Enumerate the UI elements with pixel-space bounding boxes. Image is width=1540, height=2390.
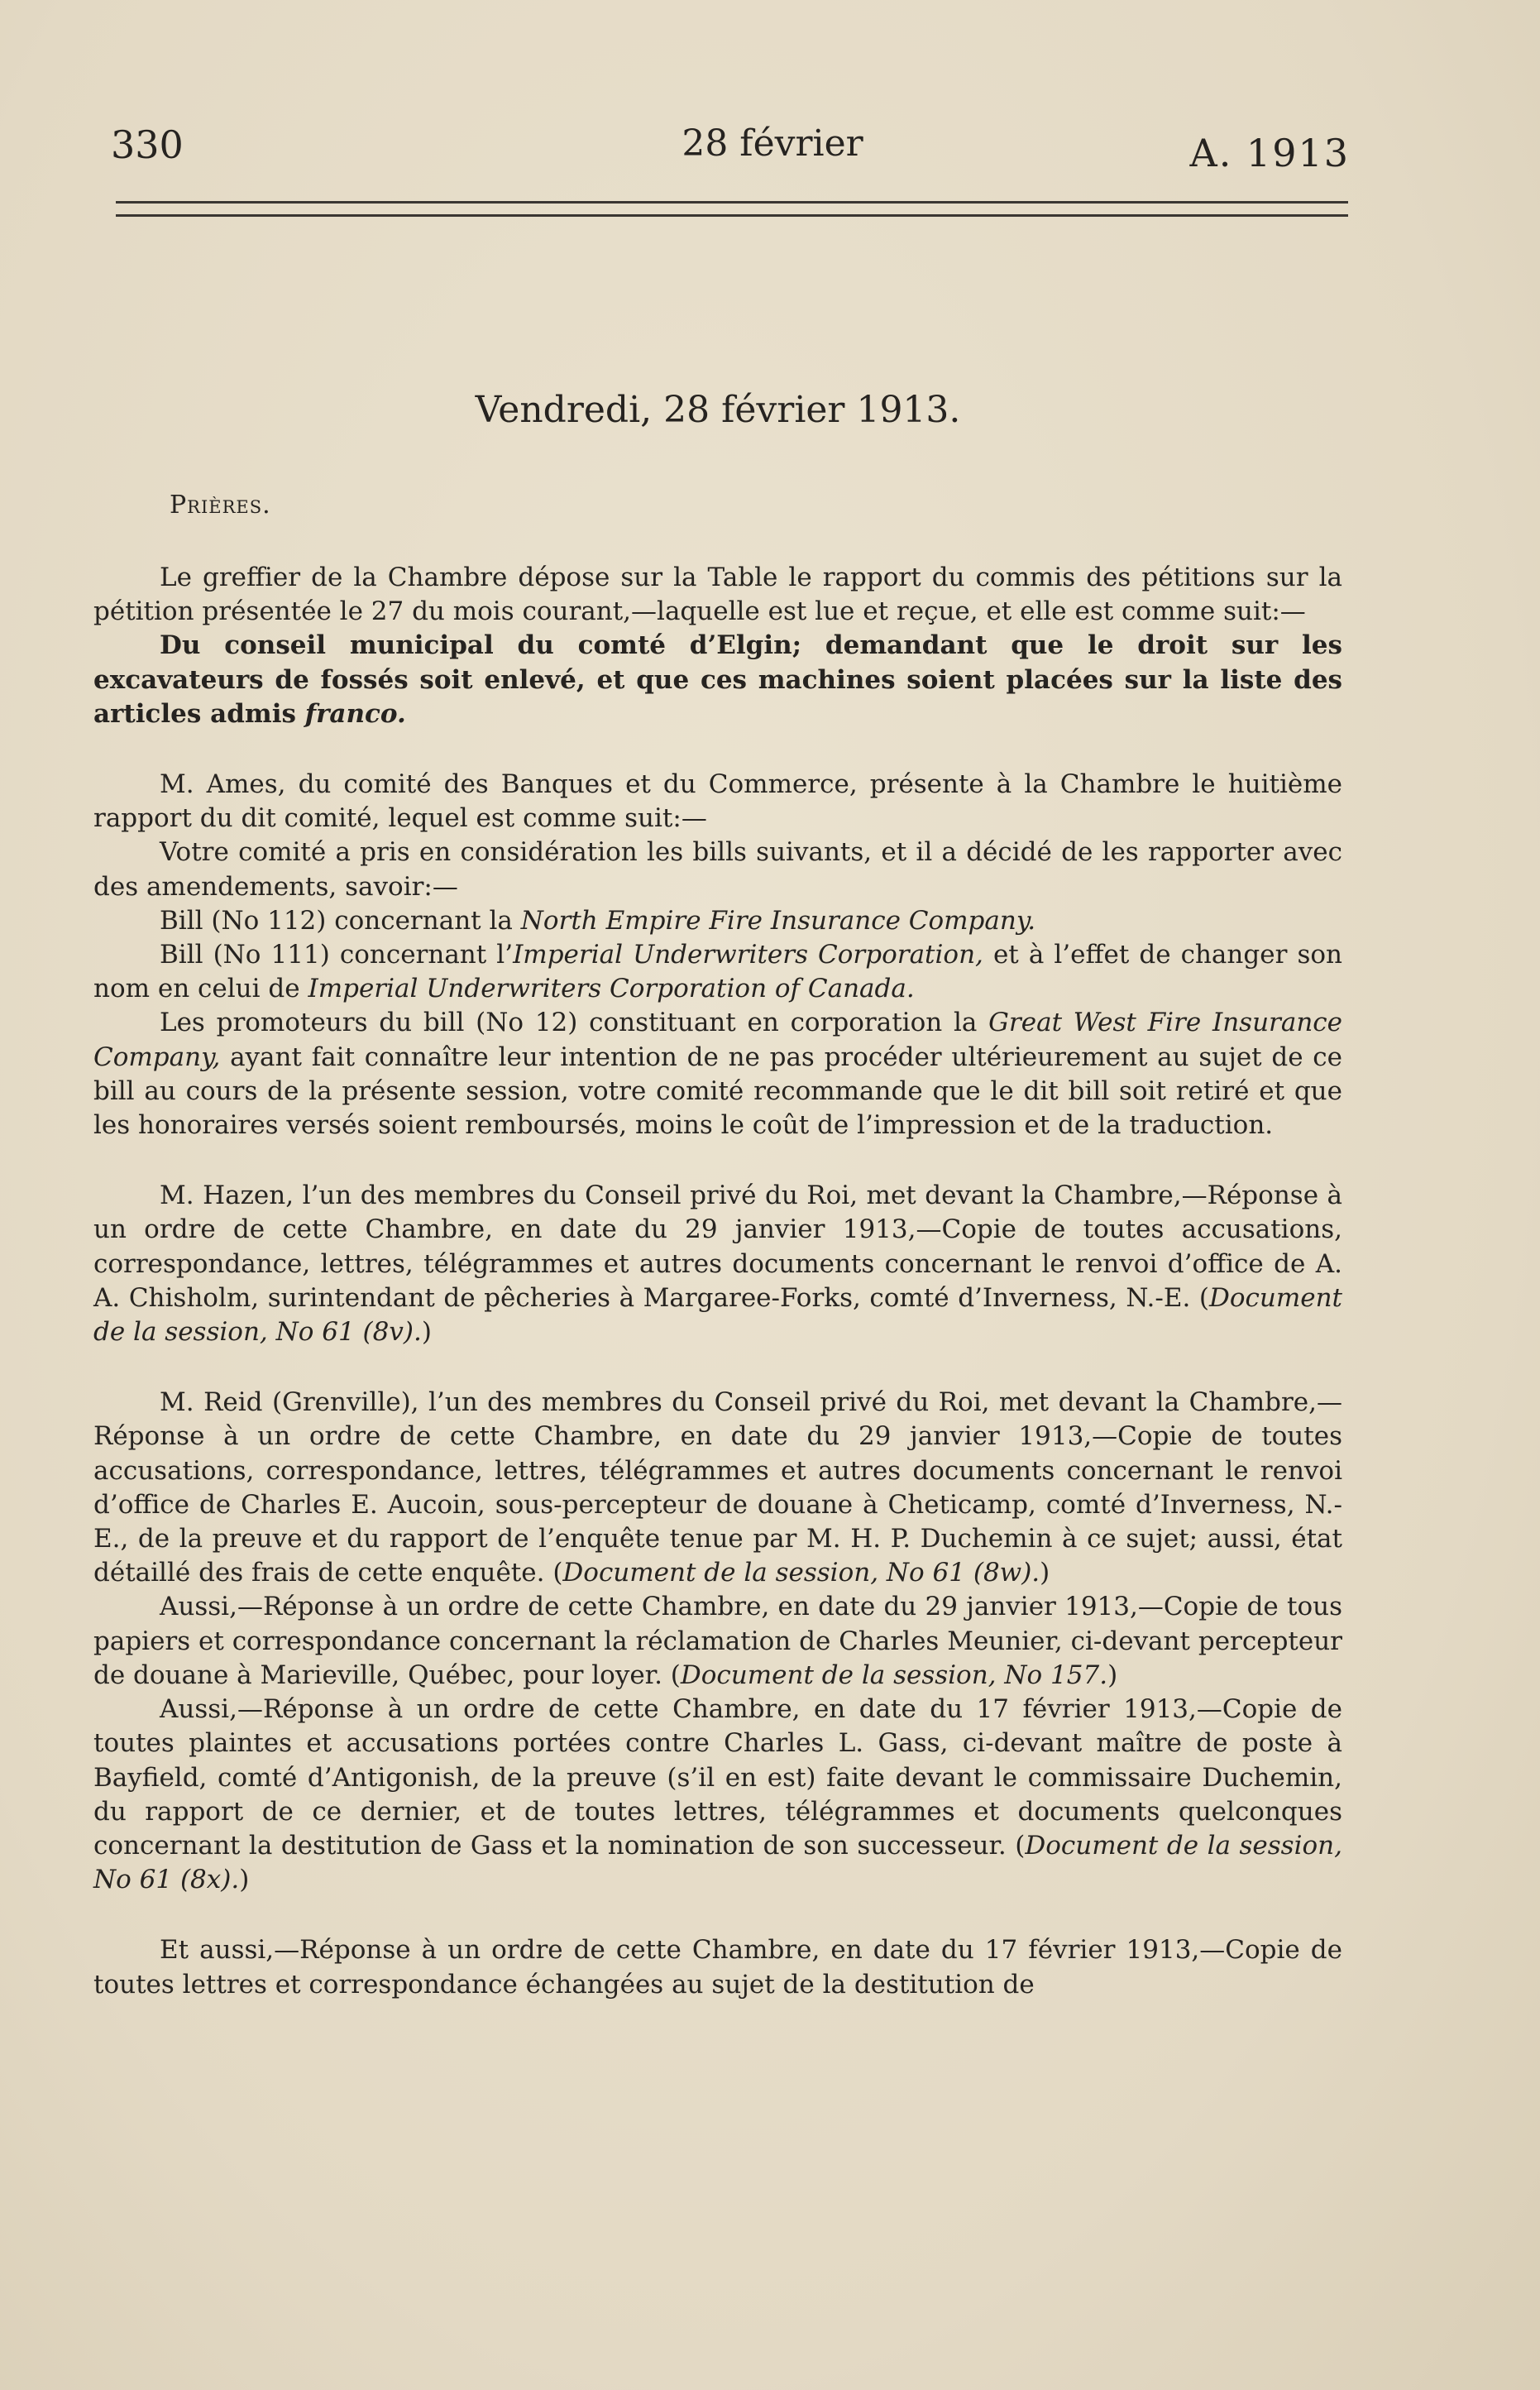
header-rule-top <box>116 201 1348 204</box>
header-rule-bottom <box>116 214 1348 217</box>
paragraph-bill-12: Les promoteurs du bill (No 12) constituant en corporation la Great West Fire Insurance Company, ayant fait connaître leur intention de ne pas procéder ultérieurement au sujet de ce bill au cours de la présente session, votre comité recommande que le dit bill soit retiré et que les honoraires versés soient remboursés, moins le coût de l’impression et de la traduction. <box>93 1008 1343 1141</box>
paragraph-gass-return: Aussi,—Réponse à un ordre de cette Chambre, en date du 17 février 1913,—Copie de toutes plaintes et accusations portées contre Charles L. Gass, ci-devant maître de poste à Bayfield, comté d’Antigonish, de la preuve (s’il en est) faite devant le commissaire Duchemin, du rapport de ce dernier, et de toutes lettres, télégrammes et documents quelconques concernant la destitution de Gass et la nomination de son successeur. (Document de la session, No 61 (8x).) <box>93 1694 1342 1895</box>
paragraph-ames-report: M. Ames, du comité des Banques et du Commerce, présente à la Chambre le huitième rapport du dit comité, lequel est comme suit:— <box>93 769 1342 834</box>
page-title: Vendredi, 28 février 1913. <box>475 389 961 431</box>
paragraph-petition-report: Le greffier de la Chambre dépose sur la Table le rapport du commis des pétitions sur la pétition présentée le 27 du mois courant,—laquelle est lue et reçue, et elle est comme suit:— <box>93 563 1342 627</box>
header-year: A. 1913 <box>1189 131 1350 175</box>
paragraph-final-return: Et aussi,—Réponse à un ordre de cette Chambre, en date du 17 février 1913,—Copie de toutes lettres et correspondance échangées au sujet de la destitution de <box>93 1935 1342 2000</box>
page-number: 330 <box>111 122 184 167</box>
header-date: 28 février <box>682 122 863 165</box>
paragraph-bill-111: Bill (No 111) concernant l’Imperial Underwriters Corporation, et à l’effet de changer son nom en celui de Imperial Underwriters Corporation of Canada. <box>93 940 1342 1004</box>
paragraph-meunier-return: Aussi,—Réponse à un ordre de cette Chambre, en date du 29 janvier 1913,—Copie de tous papiers et correspondance concernant la réclamation de Charles Meunier, ci-devant percepteur de douane à Marieville, Québec, pour loyer. (Document de la session, No 157.) <box>93 1592 1342 1690</box>
journal-body <box>93 389 1342 2002</box>
paragraph-committee-bills: Votre comité a pris en considération les bills suivants, et il a décidé de les rapporter avec des amendements, savoir:— <box>93 837 1342 902</box>
page-header <box>111 122 1350 180</box>
paragraph-reid-return: M. Reid (Grenville), l’un des membres du Conseil privé du Roi, met devant la Chambre,—Réponse à un ordre de cette Chambre, en date du 29 janvier 1913,—Copie de toutes accusations, correspondance, lettres, télégrammes et autres documents concernant le renvoi d’office de Charles E. Aucoin, sous-percepteur de douane à Cheticamp, comté d’Inverness, N.-E., de la preuve et du rapport de l’enquête tenue par M. H. P. Duchemin à ce sujet; aussi, état détaillé des frais de cette enquête. (Document de la session, No 61 (8w).) <box>93 1387 1342 1588</box>
prieres-heading: Prières. <box>170 491 271 520</box>
paragraph-bill-112: Bill (No 112) concernant la North Empire Fire Insurance Company. <box>160 905 1036 936</box>
paragraph-elgin-petition: Du conseil municipal du comté d’Elgin; demandant que le droit sur les excavateurs de fossés soit enlevé, et que ces machines soient placées sur la liste des articles admis franco. <box>93 630 1342 729</box>
paragraph-hazen-return: M. Hazen, l’un des membres du Conseil privé du Roi, met devant la Chambre,—Réponse à un ordre de cette Chambre, en date du 29 janvier 1913,—Copie de toutes accusations, correspondance, lettres, télégrammes et autres documents concernant le renvoi d’office de A. A. Chisholm, surintendant de pêcheries à Margaree-Forks, comté d’Inverness, N.-E. (Document de la session, No 61 (8v).) <box>93 1181 1342 1348</box>
